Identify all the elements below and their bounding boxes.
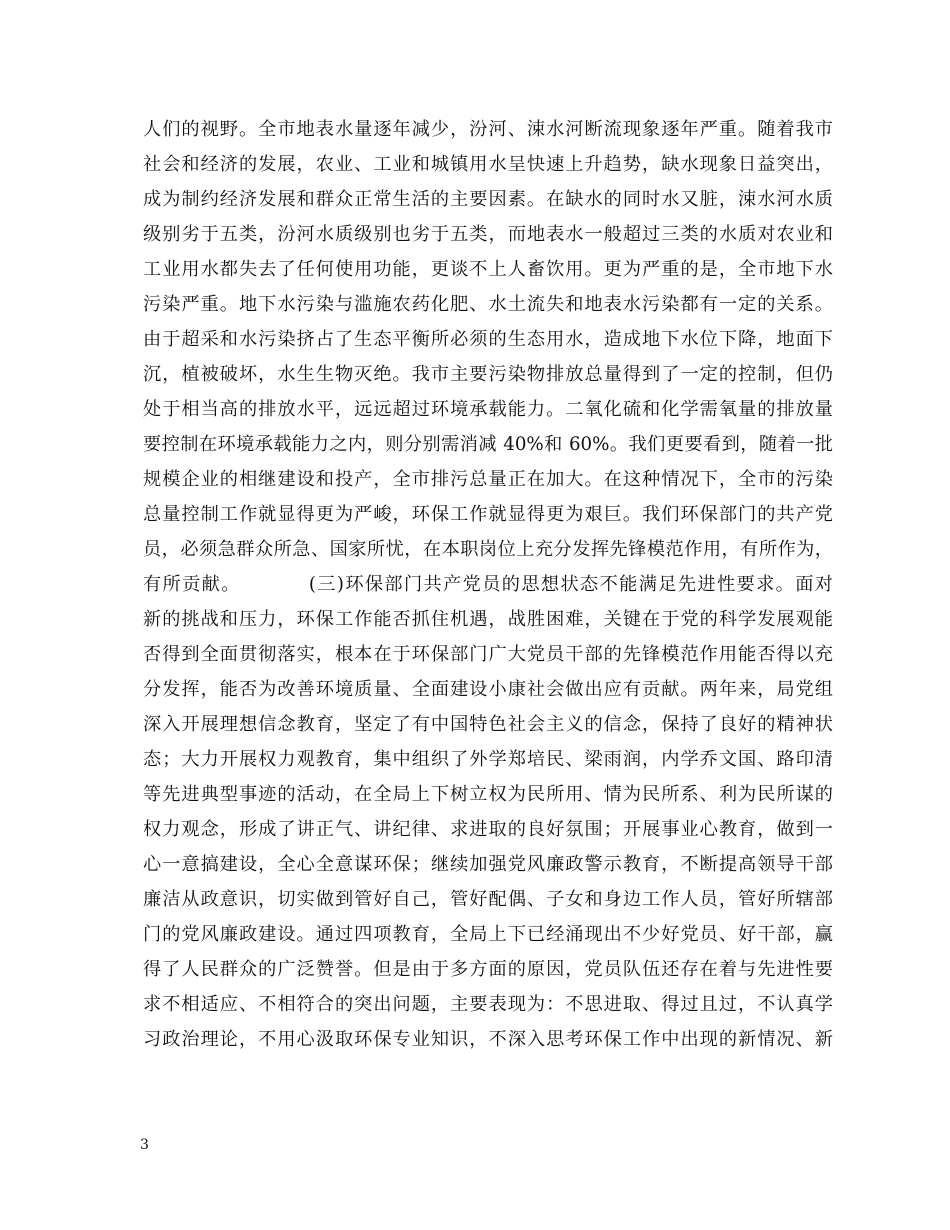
text-line: 处于相当高的排放水平，远远超过环境承载能力。二氧化硫和化学需氧量的排放量 bbox=[143, 399, 833, 420]
text-line: 沉，植被破坏，水生生物灭绝。我市主要污染物排放总量得到了一定的控制，但仍 bbox=[143, 364, 833, 385]
text-line: 态；大力开展权力观教育，集中组织了外学郑培民、梁雨润，内学乔文国、路印清 bbox=[143, 749, 833, 770]
text-line: 权力观念，形成了讲正气、讲纪律、求进取的良好氛围；开展事业心教育，做到一 bbox=[143, 819, 833, 840]
text-line: 要控制在环境承载能力之内，则分别需消减 40%和 60%。我们更要看到，随着一批 bbox=[143, 434, 833, 455]
text-line: 总量控制工作就显得更为严峻，环保工作就显得更为艰巨。我们环保部门的共产党 bbox=[143, 504, 833, 525]
body-text bbox=[143, 112, 833, 1057]
text-line: 得了人民群众的广泛赞誉。但是由于多方面的原因，党员队伍还存在着与先进性要 bbox=[143, 959, 833, 980]
page-number: 3 bbox=[140, 1137, 149, 1153]
text-line: 廉洁从政意识，切实做到管好自己，管好配偶、子女和身边工作人员，管好所辖部 bbox=[143, 889, 833, 910]
text-line: 员，必须急群众所急、国家所忧，在本职岗位上充分发挥先锋模范作用，有所作为， bbox=[143, 539, 833, 560]
text-line: 心一意搞建设，全心全意谋环保；继续加强党风廉政警示教育，不断提高领导干部 bbox=[143, 854, 833, 875]
text-line: 污染严重。地下水污染与滥施农药化肥、水土流失和地表水污染都有一定的关系。 bbox=[143, 294, 833, 315]
text-line: 门的党风廉政建设。通过四项教育，全局上下已经涌现出不少好党员、好干部，赢 bbox=[143, 924, 833, 945]
text-line: 社会和经济的发展，农业、工业和城镇用水呈快速上升趋势，缺水现象日益突出， bbox=[143, 154, 833, 175]
text-line: 等先进典型事迹的活动，在全局上下树立权为民所用、情为民所系、利为民所谋的 bbox=[143, 784, 833, 805]
text-line: 成为制约经济发展和群众正常生活的主要因素。在缺水的同时水又脏，涑水河水质 bbox=[143, 189, 833, 210]
text-line-part-before: 有所贡献。 bbox=[143, 574, 241, 595]
text-line: 深入开展理想信念教育，坚定了有中国特色社会主义的信念，保持了良好的精神状 bbox=[143, 714, 833, 735]
text-line: 求不相适应、不相符合的突出问题，主要表现为：不思进取、得过且过，不认真学 bbox=[143, 994, 833, 1015]
text-line: 人们的视野。全市地表水量逐年减少，汾河、涑水河断流现象逐年严重。随着我市 bbox=[143, 119, 833, 140]
text-line: 工业用水都失去了任何使用功能，更谈不上人畜饮用。更为严重的是，全市地下水 bbox=[143, 259, 833, 280]
text-line-section-start bbox=[143, 567, 833, 602]
text-line: 否得到全面贯彻落实，根本在于环保部门广大党员干部的先锋模范作用能否得以充 bbox=[143, 644, 833, 665]
text-line: 规模企业的相继建设和投产，全市排污总量正在加大。在这种情况下，全市的污染 bbox=[143, 469, 833, 490]
text-line: 习政治理论，不用心汲取环保专业知识，不深入思考环保工作中出现的新情况、新 bbox=[143, 1029, 833, 1050]
text-line: 分发挥，能否为改善环境质量、全面建设小康社会做出应有贡献。两年来，局党组 bbox=[143, 679, 833, 700]
text-line: 新的挑战和压力，环保工作能否抓住机遇，战胜困难，关键在于党的科学发展观能 bbox=[143, 609, 833, 630]
section-heading-text: (三)环保部门共产党员的思想状态不能满足先进性要求。面对 bbox=[308, 574, 833, 595]
text-line: 由于超采和水污染挤占了生态平衡所必须的生态用水，造成地下水位下降，地面下 bbox=[143, 329, 833, 350]
text-line: 级别劣于五类，汾河水质级别也劣于五类，而地表水一般超过三类的水质对农业和 bbox=[143, 224, 833, 245]
